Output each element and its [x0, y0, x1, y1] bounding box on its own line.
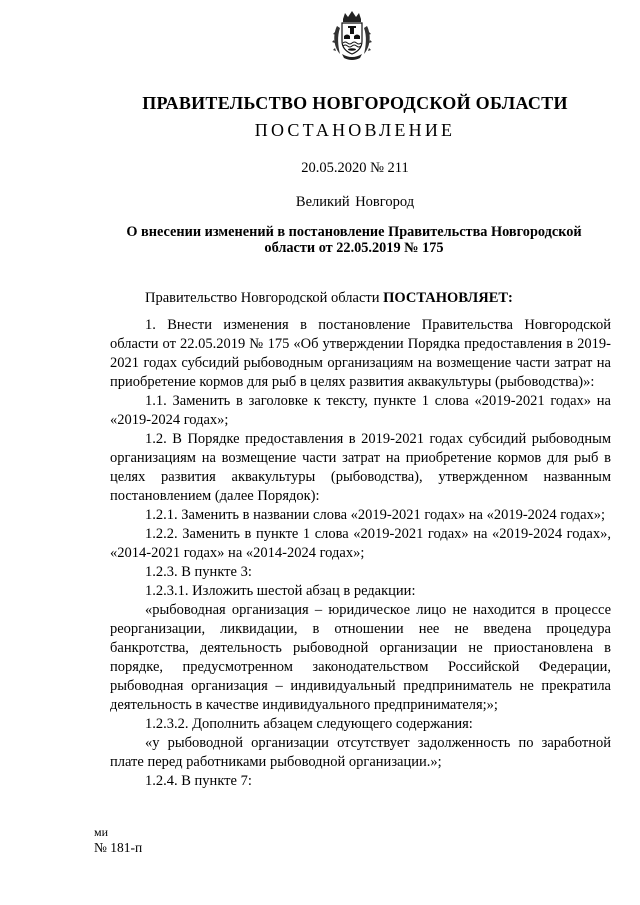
paragraph-1-2-2: 1.2.2. Заменить в пункте 1 слова «2019-2021 годах» на «2019-2024 годах», «2014-2021 годах» на «2014-2024 годах»;: [110, 526, 611, 561]
paragraph-1-2-4: 1.2.4. В пункте 7:: [145, 773, 252, 789]
government-title: ПРАВИТЕЛЬСТВО НОВГОРОДСКОЙ ОБЛАСТИ: [142, 93, 568, 113]
paragraph-1-2-3-2: 1.2.3.2. Дополнить абзацем следующего содержания:: [145, 716, 473, 732]
footer-registration-number: № 181-п: [94, 840, 143, 855]
quoted-paragraph-salary: «у рыбоводной организации отсутствует задолженность по заработной плате перед работниками рыбоводной организации.»;: [110, 735, 611, 770]
preamble-decree-word: ПОСТАНОВЛЯЕТ:: [383, 290, 513, 306]
novgorod-coat-of-arms-icon: [331, 10, 373, 62]
footer-initials: ми: [94, 825, 109, 839]
document-subject: О внесении изменений в постановление Правительства Новгородской области от 22.05.2019 № 175: [126, 224, 582, 256]
document-body: [110, 289, 611, 791]
paragraph-1: 1. Внести изменения в постановление Правительства Новгородской области от 22.05.2019 № 175 «Об утверждении Порядка предоставления в 2019-2021 годах субсидий рыбоводным организациям на возмещение части затрат на приобретение кормов для рыб в целях развития аквакультуры (рыбоводства)»:: [110, 317, 611, 390]
paragraph-1-1: 1.1. Заменить в заголовке к тексту, пункте 1 слова «2019-2021 годах» на «2019-2024 годах»;: [110, 393, 611, 428]
paragraph-1-2: 1.2. В Порядке предоставления в 2019-2021 годах субсидий рыбоводным организациям на возмещение части затрат на приобретение кормов для рыб в целях развития аквакультуры (рыбоводства), утвержденном названным постановлением (далее Порядок):: [110, 431, 611, 504]
preamble: [110, 289, 611, 308]
quoted-paragraph-organization: «рыбоводная организация – юридическое лицо не находится в процессе реорганизации, ликвидации, в отношении нее не введена процедура банкротства, деятельность рыбоводной организации не приостановлена в порядке, предусмотренном законодательством Российской Федерации, рыбоводная организация – индивидуальный предприниматель не прекратила деятельность в качестве индивидуального предпринимателя;»;: [110, 602, 611, 713]
document-place: Великий Новгород: [295, 194, 415, 210]
paragraph-1-2-3: 1.2.3. В пункте 3:: [145, 564, 252, 580]
paragraph-1-2-3-1: 1.2.3.1. Изложить шестой абзац в редакции:: [145, 583, 416, 599]
document-date-number: 20.05.2020 № 211: [301, 160, 409, 176]
document-type: ПОСТАНОВЛЕНИЕ: [254, 120, 456, 140]
paragraph-1-2-1: 1.2.1. Заменить в названии слова «2019-2021 годах» на «2019-2024 годах»;: [145, 507, 606, 523]
preamble-text: Правительство Новгородской области: [145, 290, 384, 306]
